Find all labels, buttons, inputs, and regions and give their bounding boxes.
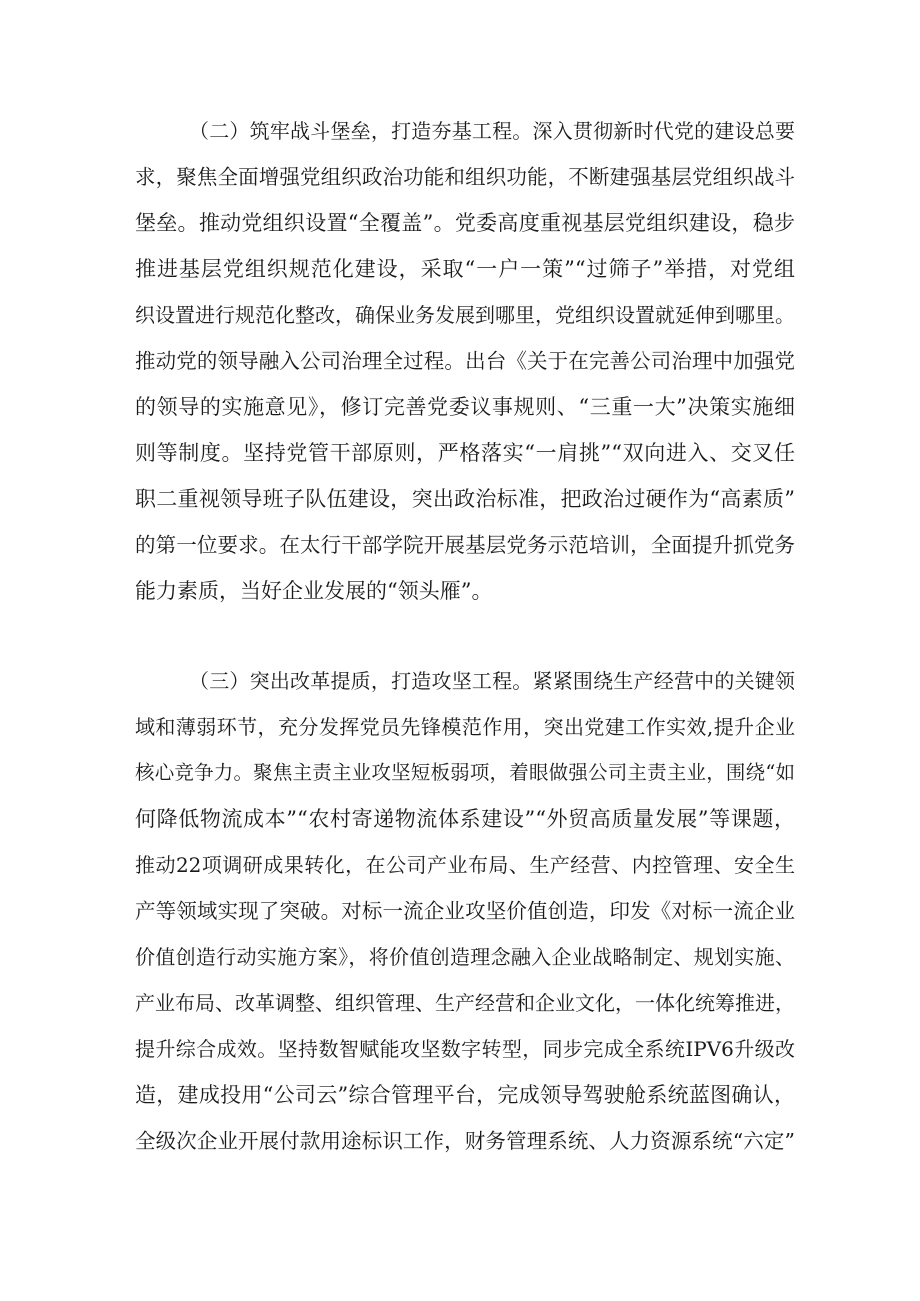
text-line: 推动党的领导融入公司治理全过程。出台《关于在完善公司治理中加强党 xyxy=(135,349,795,373)
text-line: 求，聚焦全面增强党组织政治功能和组织功能，不断建强基层党组织战斗 xyxy=(135,165,795,189)
text-line: 产等领域实现了突破。对标一流企业攻坚价值创造，印发《对标一流企业 xyxy=(135,899,795,923)
text-line: 推进基层党组织规范化建设，采取“一户一策”“过筛子”举措，对党组 xyxy=(135,257,795,281)
paragraph-section-3 xyxy=(135,658,795,1164)
text-line: 职二重视领导班子队伍建设，突出政治标准，把政治过硬作为“高素质” xyxy=(135,487,795,511)
text-line: 的第一位要求。在太行干部学院开展基层党务示范培训，全面提升抓党务 xyxy=(135,533,795,557)
text-line: 织设置进行规范化整改，确保业务发展到哪里，党组织设置就延伸到哪里。 xyxy=(135,303,795,327)
text-line: （二）筑牢战斗堡垒，打造夯基工程。深入贯彻新时代党的建设总要 xyxy=(189,119,795,143)
text-line: 何降低物流成本”“农村寄递物流体系建设”“外贸高质量发展”等课题， xyxy=(135,807,795,831)
paragraph-section-2 xyxy=(135,108,795,614)
text-line: 域和薄弱环节，充分发挥党员先锋模范作用，突出党建工作实效,提升企业 xyxy=(135,715,795,739)
text-line: 产业布局、改革调整、组织管理、生产经营和企业文化，一体化统筹推进， xyxy=(135,991,795,1015)
text-line: 推动22项调研成果转化，在公司产业布局、生产经营、内控管理、安全生 xyxy=(135,853,795,877)
text-line: 能力素质，当好企业发展的“领头雁”。 xyxy=(135,579,493,603)
text-line: 造，建成投用“公司云”综合管理平台，完成领导驾驶舱系统蓝图确认， xyxy=(135,1083,795,1107)
text-line: 全级次企业开展付款用途标识工作，财务管理系统、人力资源系统“六定” xyxy=(135,1129,795,1153)
text-line: 提升综合成效。坚持数智赋能攻坚数字转型，同步完成全系统IPV6升级改 xyxy=(135,1037,795,1061)
text-line: 核心竞争力。聚焦主责主业攻坚短板弱项，着眼做强公司主责主业，围绕“如 xyxy=(135,761,795,784)
text-line: 价值创造行动实施方案》，将价值创造理念融入企业战略制定、规划实施、 xyxy=(135,945,795,969)
text-line: 则等制度。坚持党管干部原则，严格落实“一肩挑”“双向进入、交叉任 xyxy=(135,441,795,465)
text-line: 的领导的实施意见》，修订完善党委议事规则、“三重一大”决策实施细 xyxy=(135,395,795,419)
text-line: 堡垒。推动党组织设置“全覆盖”。党委高度重视基层党组织建设，稳步 xyxy=(135,211,795,235)
text-line: （三）突出改革提质，打造攻坚工程。紧紧围绕生产经营中的关键领 xyxy=(189,669,795,693)
